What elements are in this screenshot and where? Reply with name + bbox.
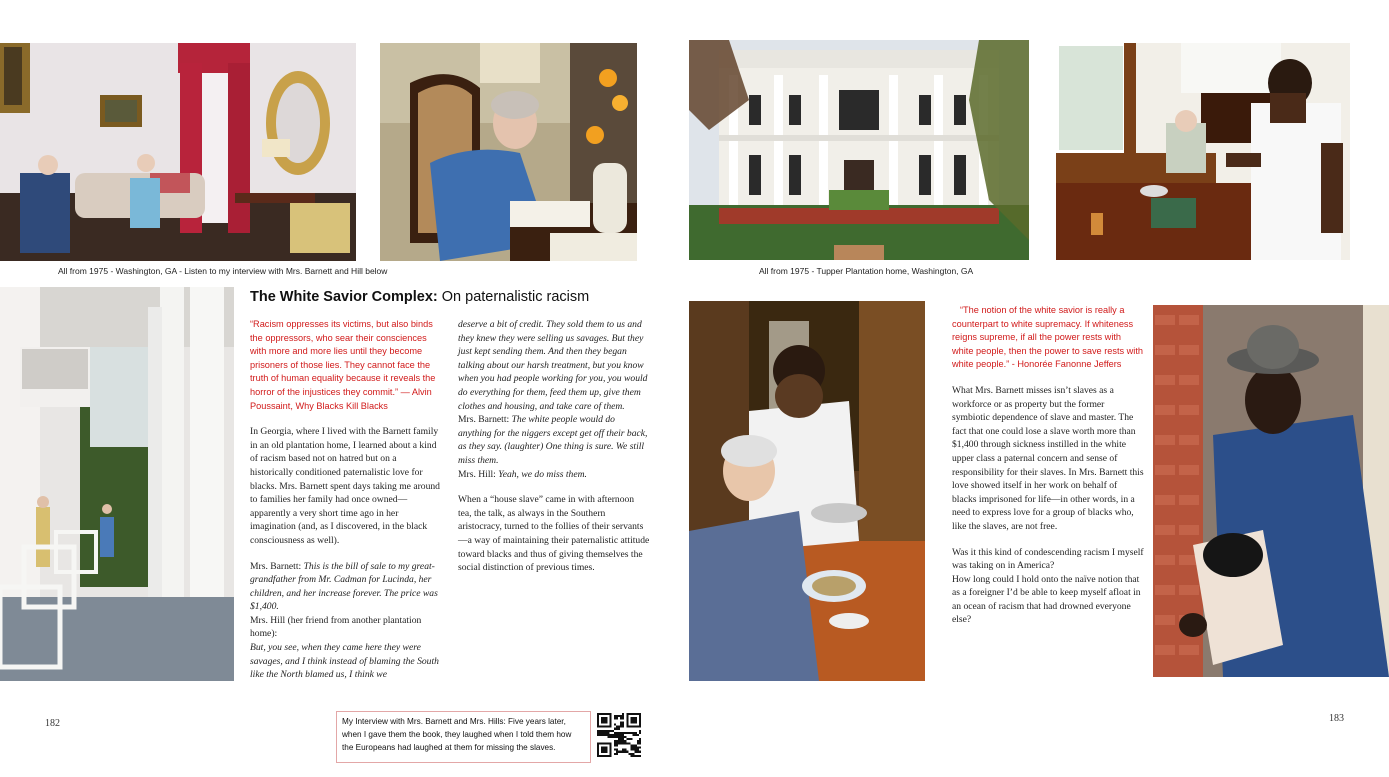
- dialogue-text: This is the bill of sale to my great- grandfather from Mr. Cadman for Lucinda, her children, and her increase forever. The price was $1,400.: [250, 560, 438, 613]
- dialogue-text: deserve a bit of credit. They sold them to us and they knew they were selling us savages. But they just kept sending them. And then they began talking about our harsh treatment, but you know when you had people working for you, you would do everything for them, feed them up, give them clothes and housing, and take care of them.: [458, 319, 648, 412]
- photo-plantation-house: [689, 40, 1029, 260]
- title-rest: On paternalistic racism: [437, 289, 590, 305]
- dialogue-text: Yeah, we do miss them.: [498, 468, 587, 480]
- qr-caption-box: [336, 711, 591, 763]
- quote-jeffers: “The notion of the white savior is really a counterpart to white supremacy. If whiteness reigns supreme, if all the power rests with white people, then the power to save rests with white people.” - Honorée Fanonne Jeffers: [952, 305, 1144, 370]
- photo-man-with-hat: [1153, 305, 1389, 677]
- speaker-label: Mrs. Barnett:: [458, 414, 512, 426]
- paragraph-georgia: In Georgia, where I lived with the Barnett family in an old plantation home, I learned about a kind of racism based not on hatred but on a historically conditioned paternalistic love for blacks. Mrs. Barnett spent days taking me around to families her family had once owned—apparently a very short time ago in her imagination (and, as I discovered, in the black consciousness as well).: [250, 426, 440, 546]
- left-caption: All from 1975 - Washington, GA - Listen to my interview with Mrs. Barnett and Hill below: [58, 266, 388, 276]
- dialogue-barnett-1: [250, 560, 442, 614]
- photo-parlor: [0, 43, 356, 261]
- text-column-3: [952, 304, 1144, 627]
- dialogue-text: The white people would do anything for the niggers except get off their back, as they say. (laughter) One thing is sure. We still miss them.: [458, 414, 648, 466]
- page-number-right: 183: [1329, 713, 1344, 724]
- photo-dinner-table: [689, 301, 925, 681]
- page-number-left: 182: [45, 718, 60, 729]
- qr-caption-text: My Interview with Mrs. Barnett and Mrs. Hills: Five years later, when I gave them the book, they laughed when I told them how the Europeans had laughed at them for missing the slaves.: [342, 717, 572, 752]
- speaker-label: Mrs. Hill:: [458, 468, 499, 480]
- text-column-2: [458, 318, 650, 587]
- speaker-label: Mrs. Barnett:: [250, 560, 304, 572]
- dialogue-hill-continued: [458, 318, 650, 481]
- paragraph-naive-notion: How long could I hold onto the naïve notion that as a foreigner I’d be able to keep myself afloat in an ocean of racism that had drowned everyone else?: [952, 573, 1141, 626]
- article-title: [250, 289, 589, 305]
- dialogue-hill-1: [250, 641, 442, 682]
- paragraph-condescending: Was it this kind of condescending racism I myself was taking on in America?: [952, 546, 1144, 572]
- photo-kitchen: [1056, 43, 1350, 260]
- quote-poussaint: “Racism oppresses its victims, but also binds the oppressors, who sear their consciences with more and more lies until they become prisoners of those lies. They cannot face the truth of human equality because it reveals the horror of the injustices they commit.” — Alvin Poussaint, Why Blacks Kill Blacks: [250, 319, 436, 411]
- qr-code-icon[interactable]: [597, 713, 641, 757]
- paragraph-house-slave: When a “house slave” came in with afternoon tea, the talk, as always in the Southern aristocracy, turned to the follies of their servants—a way of maintaining their paternalistic attitude toward blacks and thus of giving themselves the social distinction of previous times.: [458, 494, 650, 574]
- text-column-1: [250, 318, 442, 682]
- paragraph-what-barnett-misses: What Mrs. Barnett misses isn’t slaves as a workforce or as property but the former symbiotic dependence of slave and master. The fact that one could lose a slave worth more than $1,400 through sickness instilled in the white upper class a paternal concern and sense of responsibility for their slaves. In Mrs. Barnett this love showed itself in her work on behalf of blacks imprisoned for life—in other words, in a need to express love for a group of blacks who, like the slaves, are not free.: [952, 384, 1144, 532]
- title-bold: The White Savior Complex:: [250, 289, 438, 305]
- photo-veranda: [0, 287, 234, 681]
- speaker-hill-label: Mrs. Hill (her friend from another plantation home):: [250, 614, 422, 640]
- photo-woman-reading: [380, 43, 637, 261]
- right-caption: All from 1975 - Tupper Plantation home, Washington, GA: [759, 266, 974, 276]
- dialogue-text: But, you see, when they came here they were savages, and I think instead of blaming the South like the North blamed us, I think we: [250, 642, 439, 681]
